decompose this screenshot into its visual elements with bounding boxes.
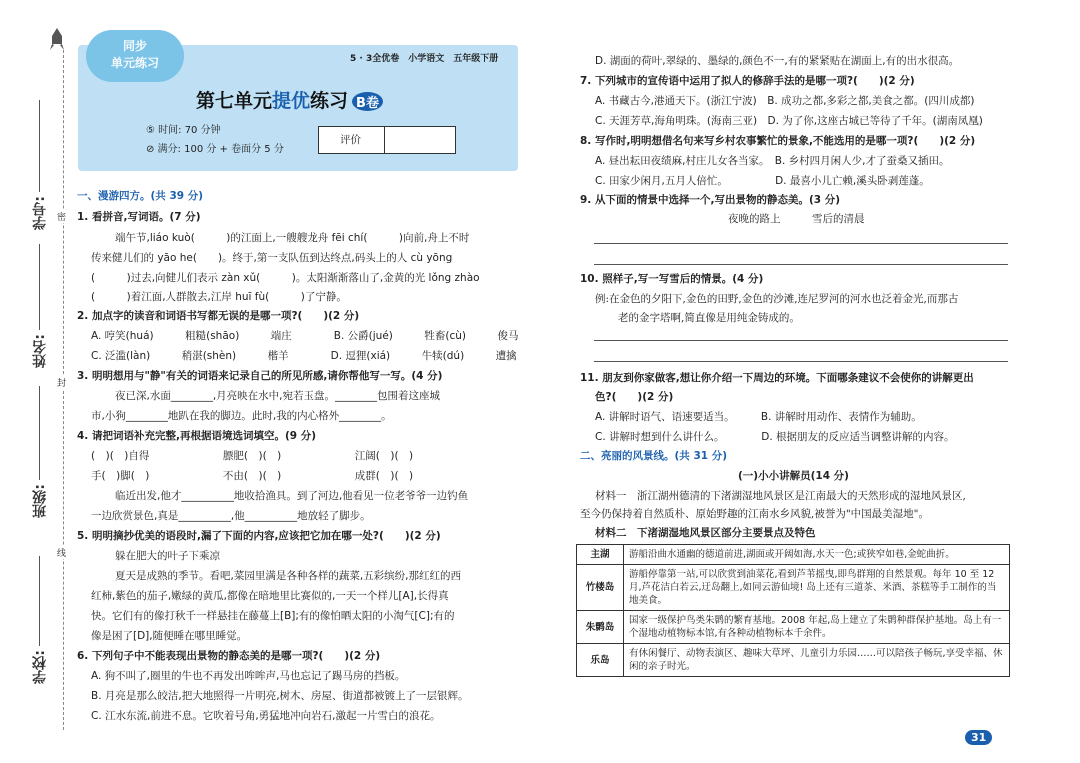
section2-title: 二、亮丽的风景线。(共 31 分) <box>580 450 728 462</box>
q1-title: 1. 看拼音,写词语。(7 分) <box>77 211 201 223</box>
evaluation-divider <box>384 126 385 154</box>
q4-line1[interactable]: ( )( )自得 膘肥( )( ) 江阔( )( ) <box>91 450 414 462</box>
q10-answer-line1[interactable] <box>594 340 1008 341</box>
material2-title: 材料二 下渚湖湿地风景区部分主要景点及特色 <box>595 527 816 539</box>
sticker-line1: 同步 <box>122 39 147 53</box>
section1-title: 一、漫游四方。(共 39 分) <box>77 190 204 202</box>
q6-option-d[interactable]: D. 湖面的荷叶,翠绿的、墨绿的,颜色不一,有的紧紧贴在湖面上,有的出水很高。 <box>595 55 960 67</box>
q8-title: 8. 写作时,明明想借名句来写乡村农事繁忙的景象,不能选用的是哪一项?( )(2 分) <box>580 135 976 147</box>
q11-options-ab[interactable]: A. 讲解时语气、语速要适当。 B. 讲解时用动作、表情作为辅助。 <box>595 411 922 423</box>
material1-line1: 材料一 浙江湖州德清的下渚湖湿地风景区是江南最大的天然形成的湿地风景区, <box>595 490 966 502</box>
title-part1: 第七单元 <box>196 90 273 112</box>
table-cell-key: 主湖 <box>577 545 624 565</box>
rocket-icon <box>50 28 64 50</box>
page-title <box>196 86 383 113</box>
q1-line4[interactable]: ( )着江面,人群散去,江岸 huī fù( )了宁静。 <box>91 291 347 303</box>
table-cell-key: 乐岛 <box>577 644 624 677</box>
q2-options-ab[interactable]: A. 哼笑(huá) 粗糙(shāo) 端庄 B. 公爵(jué) 牲畜(cù) 俊马 <box>91 330 519 342</box>
time-info: ⑤ 时间: 70 分钟 <box>146 125 221 136</box>
q1-line2[interactable]: 传来健儿们的 yāo he( )。终于,第一支队伍到达终点,码头上的人 cù yōng <box>91 252 453 264</box>
table-cell-value: 游船沿曲水通幽的德道前进,湖面或开阔如海,水天一色;或狭窄如巷,金蛇曲折。 <box>624 545 1010 565</box>
q11-title-cont: 色?( )(2 分) <box>595 391 674 403</box>
q7-options-cd[interactable]: C. 天涯芳草,海角明珠。(海南三亚) D. 为了你,这座古城已等待了千年。(湖南凤凰) <box>595 115 983 127</box>
table-row <box>577 565 1010 611</box>
q6-option-a[interactable]: A. 狗不叫了,圈里的牛也不再发出哞哞声,马也忘记了踢马房的挡板。 <box>91 670 406 682</box>
q4-title: 4. 请把词语补充完整,再根据语境选词填空。(9 分) <box>77 430 316 442</box>
table-row <box>577 611 1010 644</box>
field-name-line[interactable] <box>39 244 40 330</box>
q7-title: 7. 下列城市的宣传语中运用了拟人的修辞手法的是哪一项?( )(2 分) <box>580 75 915 87</box>
q4-line3[interactable]: 临近出发,他才__________地收拾渔具。到了河边,他看见一位老爷爷一边钓鱼 <box>115 490 469 502</box>
xian-mark: 线 <box>57 546 66 559</box>
q2-options-cd[interactable]: C. 泛滥(làn) 稍湛(shèn) 楷羊 D. 逗狸(xiá) 牛犊(dú) 遭擒 <box>91 350 517 362</box>
table-cell-key: 朱鹮岛 <box>577 611 624 644</box>
table-cell-value: 国家一级保护鸟类朱鹮的繁育基地。2008 年起,岛上建立了朱鹮种群保护基地。岛上有一个湿地动植物标本馆,有各种动植物标本千余件。 <box>624 611 1010 644</box>
q3-line2[interactable]: 市,小狗________地趴在我的脚边。此时,我的内心格外________。 <box>91 410 392 422</box>
seal-mark: 密 <box>57 210 66 223</box>
q10-example-line1: 例:在金色的夕阳下,金色的田野,金色的沙滩,连尼罗河的河水也泛着金光,而那古 <box>595 293 959 305</box>
material1-line2: 至今仍保持着自然质朴、原始野趣的江南水乡风貌,被誉为"中国最美湿地"。 <box>580 508 929 520</box>
q1-line3[interactable]: ( )过去,向健儿们表示 zàn xǔ( )。太阳渐渐落山了,金黄的光 lǒng zhào <box>91 272 480 284</box>
title-part2: 提优 <box>272 90 311 112</box>
score-info: ⊘ 满分: 100 分 + 卷面分 5 分 <box>146 144 284 155</box>
binding-dashed-line <box>63 50 64 730</box>
table-row <box>577 545 1010 565</box>
sticker-line2: 单元练习 <box>110 56 159 70</box>
title-part3: 练习 <box>310 90 349 112</box>
q5-line4: 快。它们有的像打秋千一样悬挂在藤蔓上[B];有的像怕晒太阳的小淘气[C];有的 <box>91 610 455 622</box>
q5-line5: 像是困了[D],随便睡在哪里睡觉。 <box>91 630 248 642</box>
field-school-line[interactable] <box>39 556 40 646</box>
table-cell-key: 竹楼岛 <box>577 565 624 611</box>
q5-snippet: 躲在肥大的叶子下乘凉 <box>115 550 220 562</box>
q4-line2[interactable]: 手( )脚( ) 不由( )( ) 成群( )( ) <box>91 470 414 482</box>
q5-line2: 夏天是成熟的季节。看吧,菜园里满是各种各样的蔬菜,五彩缤纷,那红红的西 <box>115 570 462 582</box>
q7-options-ab[interactable]: A. 书藏古今,港通天下。(浙江宁波) B. 成功之都,多彩之都,美食之都。(四川成都) <box>595 95 975 107</box>
series-label: 5 · 3全优卷 小学语文 五年级下册 <box>350 54 499 64</box>
binding-sidebar <box>0 0 75 763</box>
q10-answer-line2[interactable] <box>594 361 1008 362</box>
table-cell-value: 游船停靠第一站,可以欣赏到油菜花,看到芦苇摇曳,即鸟群翔的自然景观。每年 10 至 12 月,芦花洁白若云,迂岛翻上,如同云游仙境! 岛上还有三道茶、米酒、茶糕等手工制作的当地美食。 <box>624 565 1010 611</box>
subsection1-title: (一)小小讲解员(14 分) <box>738 470 849 482</box>
page-number: 31 <box>965 730 992 745</box>
scenic-spots-table <box>576 544 1010 677</box>
field-id-line[interactable] <box>39 100 40 192</box>
evaluation-box[interactable] <box>318 126 456 154</box>
field-class-line[interactable] <box>39 386 40 480</box>
table-row <box>577 644 1010 677</box>
q6-title: 6. 下列句子中不能表现出景物的静态美的是哪一项?( )(2 分) <box>77 650 381 662</box>
q6-option-c[interactable]: C. 江水东流,前进不息。它吹着号角,勇猛地冲向岩石,激起一片雪白的浪花。 <box>91 710 441 722</box>
table-cell-value: 有休闲餐厅、动物表演区、趣味大草坪、儿童引力乐园……可以陪孩子畅玩,享受幸福、休闲的亲子时光。 <box>624 644 1010 677</box>
q8-options-ab[interactable]: A. 昼出耘田夜绩麻,村庄儿女各当家。 B. 乡村四月闲人少,才了蚕桑又插田。 <box>595 155 950 167</box>
q1-line1[interactable]: 端午节,liáo kuò( )的江面上,一艘艘龙舟 fēi chí( )向前,舟上不时 <box>115 232 470 244</box>
q3-line1[interactable]: 夜已深,水面________,月亮映在水中,宛若玉盘。________包围着这座城 <box>115 390 441 402</box>
sync-practice-sticker <box>86 30 184 82</box>
q3-title: 3. 明明想用与"静"有关的词语来记录自己的所见所感,请你帮他写一写。(4 分) <box>77 370 443 382</box>
q10-example-line2: 老的金字塔啊,简直像是用纯金铸成的。 <box>618 312 800 324</box>
q6-option-b[interactable]: B. 月亮是那么皎洁,把大地照得一片明亮,树木、房屋、街道都被镀上了一层银辉。 <box>91 690 469 702</box>
q4-line4[interactable]: 一边欣赏景色,真是__________,他__________地放轻了脚步。 <box>91 510 371 522</box>
q9-answer-line2[interactable] <box>594 264 1008 265</box>
q10-title: 10. 照样子,写一写雪后的情景。(4 分) <box>580 273 764 285</box>
q5-title: 5. 明明摘抄优美的语段时,漏了下面的内容,应该把它加在哪一处?( )(2 分) <box>77 530 441 542</box>
q5-line3: 红柿,紫色的茄子,嫩绿的黄瓜,都像在暗地里比赛似的,一天一个样儿[A],长得真 <box>91 590 449 602</box>
q9-title: 9. 从下面的情景中选择一个,写出景物的静态美。(3 分) <box>580 194 840 206</box>
field-name-label: 姓名: <box>32 334 48 368</box>
evaluation-label: 评价 <box>340 134 361 146</box>
field-class-label: 班级: <box>32 484 48 518</box>
b-badge: B卷 <box>352 92 383 111</box>
field-id-label: 学号: <box>32 196 48 230</box>
q2-title: 2. 加点字的读音和词语书写都无误的是哪一项?( )(2 分) <box>77 310 360 322</box>
field-school-label: 学校: <box>32 650 48 684</box>
q11-title: 11. 朋友到你家做客,想让你介绍一下周边的环境。下面哪条建议不会使你的讲解更出 <box>580 372 974 384</box>
q9-choices: 夜晚的路上 雪后的清晨 <box>728 213 865 225</box>
q11-options-cd[interactable]: C. 讲解时想到什么讲什么。 D. 根据朋友的反应适当调整讲解的内容。 <box>595 431 955 443</box>
feng-mark: 封 <box>57 376 66 389</box>
q9-answer-line1[interactable] <box>594 243 1008 244</box>
q8-options-cd[interactable]: C. 田家少闲月,五月人倍忙。 D. 最喜小儿亡赖,溪头卧剥莲蓬。 <box>595 175 930 187</box>
